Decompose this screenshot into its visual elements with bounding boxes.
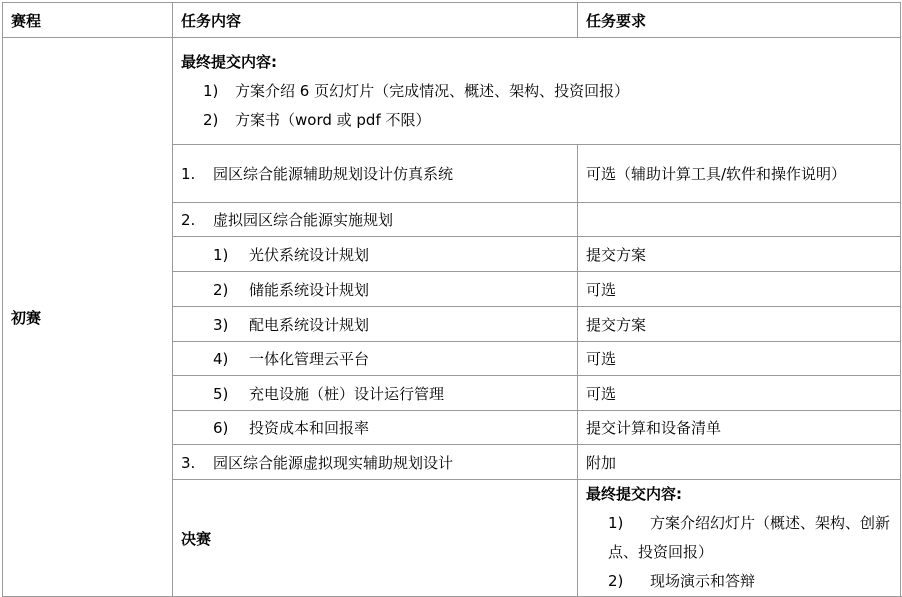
- stage-preliminary: 初赛: [3, 38, 173, 597]
- table-row: [3, 38, 901, 145]
- stage-final: 决赛: [173, 480, 578, 597]
- final-submission-block: [578, 480, 901, 597]
- requirement-cell: 附加: [578, 445, 901, 480]
- requirement-cell: 可选: [578, 342, 901, 376]
- requirement-cell: [578, 203, 901, 237]
- submission-title: 最终提交内容:: [586, 485, 682, 503]
- competition-task-table: [2, 2, 901, 597]
- subtask-cell: 6) 投资成本和回报率: [173, 411, 578, 445]
- subtask-cell: 3) 配电系统设计规划: [173, 307, 578, 342]
- list-item: 2) 现场演示和答辩: [608, 572, 756, 590]
- subtask-cell: 2) 储能系统设计规划: [173, 272, 578, 307]
- preliminary-submission-block: [173, 38, 901, 145]
- table-header-row: [3, 3, 901, 38]
- header-requirement: 任务要求: [578, 3, 901, 38]
- requirement-cell: 可选: [578, 272, 901, 307]
- requirement-cell: 提交方案: [578, 307, 901, 342]
- list-item: 1) 方案介绍幻灯片（概述、架构、创新点、投资回报）: [608, 514, 891, 561]
- task-cell: 1. 园区综合能源辅助规划设计仿真系统: [173, 145, 578, 203]
- requirement-cell: 可选（辅助计算工具/软件和操作说明）: [578, 145, 901, 203]
- requirement-cell: 可选: [578, 376, 901, 411]
- header-stage: 赛程: [3, 3, 173, 38]
- task-cell: 2. 虚拟园区综合能源实施规划: [173, 203, 578, 237]
- header-content: 任务内容: [173, 3, 578, 38]
- requirement-cell: 提交方案: [578, 237, 901, 272]
- requirement-cell: 提交计算和设备清单: [578, 411, 901, 445]
- submission-title: 最终提交内容:: [181, 52, 277, 71]
- subtask-cell: 4) 一体化管理云平台: [173, 342, 578, 376]
- task-cell: 3. 园区综合能源虚拟现实辅助规划设计: [173, 445, 578, 480]
- subtask-cell: 1) 光伏系统设计规划: [173, 237, 578, 272]
- subtask-cell: 5) 充电设施（桩）设计运行管理: [173, 376, 578, 411]
- list-item: 2) 方案书（word 或 pdf 不限）: [203, 110, 431, 129]
- list-item: 1) 方案介绍 6 页幻灯片（完成情况、概述、架构、投资回报）: [203, 81, 630, 100]
